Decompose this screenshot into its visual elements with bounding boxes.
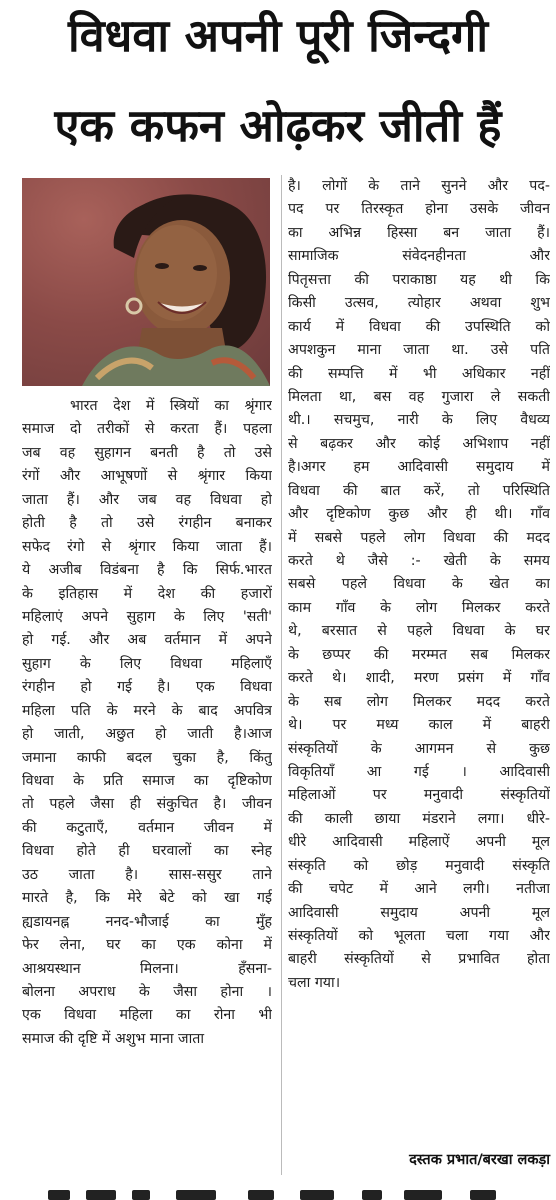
text-line: संस्कृति को छोड़ मनुवादी संस्कृति bbox=[288, 857, 550, 874]
text-line: संस्कृतियों के आगमन से कुछ bbox=[288, 740, 550, 757]
text-line: के सब लोग मिलकर मदद करते bbox=[288, 693, 550, 710]
woman-portrait-icon bbox=[22, 178, 270, 386]
text-line: चला गया। bbox=[288, 974, 341, 991]
text-line: काम गाँव के लोग मिलकर करते bbox=[288, 599, 550, 616]
byline: दस्तक प्रभात/बरखा लकड़ा bbox=[409, 1152, 550, 1168]
text-line: और दृष्टिकोण कुछ और ही थी। गाँव bbox=[288, 506, 550, 523]
text-line: की कटुताएँ, वर्तमान जीवन में bbox=[22, 819, 272, 836]
text-line: समाज दो तरीकों से करता हैं। पहला bbox=[22, 421, 272, 438]
author-photo bbox=[22, 178, 270, 386]
text-line: रंगहीन हो गई है। एक विधवा bbox=[22, 679, 272, 696]
text-line: बोलना अपराध के जैसा होना । bbox=[22, 983, 272, 1000]
text-line: के इतिहास में देश की हजारों bbox=[22, 585, 272, 602]
text-line: का अभिन्न हिस्सा बन जाता हैं। bbox=[288, 224, 550, 241]
text-line: थे, बरसात से पहले विधवा के घर bbox=[288, 623, 550, 640]
text-line: किसी उत्सव, त्योहार अथवा शुभ bbox=[288, 295, 550, 312]
text-line: में सबसे पहले लोग विधवा की मदद bbox=[288, 529, 550, 546]
text-line: की काली छाया मंडराने लगा। धीरे- bbox=[288, 810, 550, 827]
text-line: हो जाती, अछुत हो जाती है।आज bbox=[22, 726, 272, 743]
text-line: करते थे जैसे :- खेती के समय bbox=[288, 553, 550, 569]
text-line: करते थे। शादी, मरण प्रसंग में गाँव bbox=[288, 670, 550, 687]
text-line: जाता हैं। और जब वह विधवा हो bbox=[22, 491, 272, 508]
text-line: आश्रयस्थान मिलना। हँसना- bbox=[22, 960, 272, 977]
text-line: जमाना काफी बदल चुका है, किंतु bbox=[22, 749, 272, 766]
text-line: पितृसत्ता की पराकाष्ठा यह थी कि bbox=[288, 271, 550, 288]
text-line: कार्य में विधवा की उपस्थिति को bbox=[288, 318, 550, 335]
text-line: जब वह सुहागन बनती है तो उसे bbox=[22, 444, 272, 461]
left-column bbox=[22, 395, 272, 1051]
text-line: भारत देश में स्त्रियों का श्रृंगार bbox=[70, 398, 272, 414]
text-line: विधवा की बात करें, तो परिस्थिति bbox=[288, 482, 550, 499]
column-divider bbox=[281, 175, 282, 1175]
text-line: से बढ़कर और कोई अभिशाप नहीं bbox=[288, 435, 550, 452]
text-line: ये अजीब विडंबना है कि सिर्फ.भारत bbox=[22, 562, 272, 579]
text-line: सुहाग के लिए विधवा महिलाएँ bbox=[22, 655, 272, 672]
text-line: एक विधवा महिला का रोना भी bbox=[22, 1007, 272, 1024]
text-line: सामाजिक संवेदनहीनता और bbox=[288, 248, 550, 265]
text-line: की सम्पत्ति में भी अधिकार नहीं bbox=[288, 365, 550, 382]
headline-line-1: विधवा अपनी पूरी जिन्दगी bbox=[67, 9, 489, 62]
text-line: तो पहले जैसा ही संकुचित है। जीवन bbox=[22, 796, 272, 813]
text-line: है।अगर हम आदिवासी समुदाय में bbox=[288, 459, 550, 476]
text-line: महिलाएं अपने सुहाग के लिए 'सती' bbox=[22, 608, 272, 625]
text-line: धीरे आदिवासी महिलाऐं अपनी मूल bbox=[288, 834, 550, 851]
headline-line-2: एक कफन ओढ़कर जीती हैं bbox=[54, 99, 502, 152]
text-line: सफेद रंगो से श्रृंगार किया जाता हैं। bbox=[22, 538, 272, 555]
text-line: उठ जाता है। सास-ससुर ताने bbox=[22, 866, 272, 883]
text-line: के छप्पर की मरम्मत सब मिलकर bbox=[288, 646, 550, 663]
right-column bbox=[288, 175, 550, 995]
text-line: ह्यडायनह्न ननद-भौजाई का मुँह bbox=[22, 913, 272, 930]
text-line: हो गई. और अब वर्तमान में अपने bbox=[22, 632, 272, 649]
text-line: विकृतियाँ आ गई । आदिवासी bbox=[288, 763, 550, 780]
text-line: विधवा के प्रति समाज का दृष्टिकोण bbox=[22, 773, 272, 789]
text-line: आदिवासी समुदाय अपनी मूल bbox=[288, 904, 550, 921]
text-line: विधवा होते ही घरवालों का स्नेह bbox=[22, 843, 272, 860]
text-line: मिलता था, बस वह गुजारा ले सकती bbox=[288, 388, 550, 405]
text-line: रंगों और आभूषणों से श्रृंगार किया bbox=[22, 468, 272, 485]
text-line: बाहरी संस्कृतियों से प्रभावित होता bbox=[288, 951, 550, 968]
text-line: समाज की दृष्टि में अशुभ माना जाता bbox=[22, 1030, 205, 1047]
text-line: होती है तो उसे रंगहीन बनाकर bbox=[22, 515, 272, 532]
text-line: अपशकुन माना जाता था. उसे पति bbox=[288, 342, 550, 359]
text-line: पद पर तिरस्कृत होना उसके जीवन bbox=[288, 201, 550, 218]
text-line: महिलाओं पर मनुवादी संस्कृतियों bbox=[288, 787, 550, 804]
text-line: महिला पति के मरने के बाद अपवित्र bbox=[22, 702, 272, 719]
text-line: मारते है, कि मेरे बेटे को खा गई bbox=[22, 890, 272, 907]
next-headline-fragment bbox=[0, 1184, 556, 1200]
text-line: की चपेट में आने लगी। नतीजा bbox=[288, 881, 550, 898]
text-line: फेर लेना, घर का एक कोना में bbox=[22, 937, 272, 954]
text-line: है। लोगों के ताने सुनने और पद- bbox=[288, 178, 550, 194]
text-line: सबसे पहले विधवा के खेत का bbox=[288, 576, 550, 593]
text-line: थी.। सचमुच, नारी के लिए वैधव्य bbox=[288, 412, 550, 429]
text-line: थे। पर मध्य काल में बाहरी bbox=[288, 717, 550, 734]
text-line: संस्कृतियों को भूलता चला गया और bbox=[288, 928, 550, 944]
